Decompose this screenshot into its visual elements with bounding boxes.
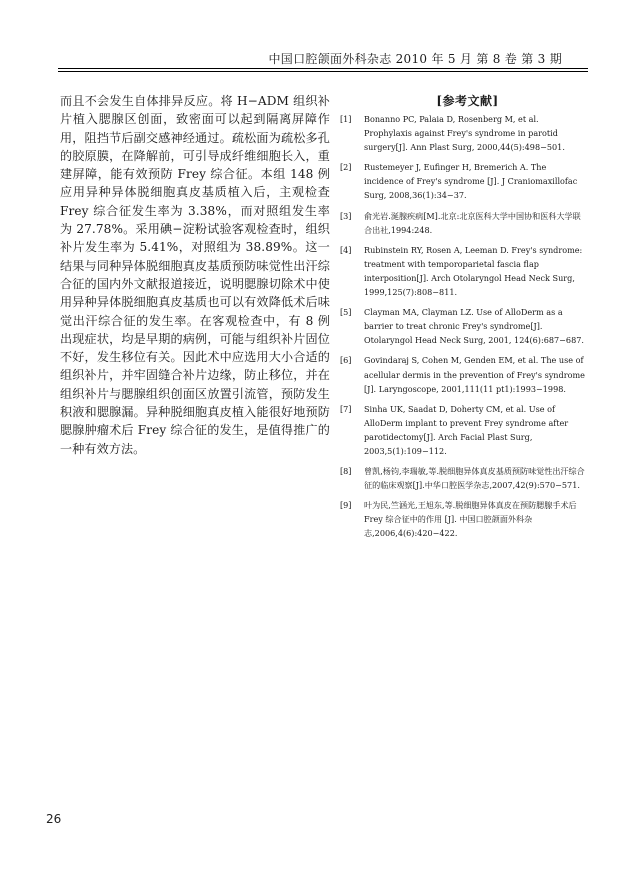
reference-number: [6]	[340, 355, 352, 366]
reference-text: Rustemeyer J, Eufinger H, Bremerich A. The incidence of Frey's syndrome [J]. J Craniomaxillofac Surg, 2008,36(1):34−37.	[364, 162, 578, 201]
reference-list	[340, 112, 585, 541]
reference-text: Bonanno PC, Palaia D, Rosenberg M, et al. Prophylaxis against Frey's syndrome in parotid surgery[J]. Ann Plast Surg, 2000,44(5):498−501.	[364, 114, 565, 153]
reference-text: Govindaraj S, Cohen M, Genden EM, et al. The use of acellular dermis in the prevention of Frey's syndrome [J]. Laryngoscope, 2001,111(11 pt1):1993−1998.	[364, 355, 585, 394]
reference-item	[340, 402, 585, 458]
reference-text: Rubinstein RY, Rosen A, Leeman D. Frey's syndrome: treatment with temporoparietal fascia flap interposition[J]. Arch Otolaryngol Head Neck Surg, 1999,125(7):808−811.	[364, 244, 583, 298]
reference-text: 曾凯,杨钧,李瑞敏,等.脱细胞异体真皮基质预防味觉性出汗综合征的临床观察[J].中华口腔医学杂志,2007,42(9):570−571.	[364, 466, 585, 491]
reference-item	[340, 498, 585, 540]
reference-item	[340, 464, 585, 492]
reference-item	[340, 305, 585, 347]
reference-number: [2]	[340, 162, 352, 173]
reference-text: 俞光岩.涎腺疾病[M].北京:北京医科大学中国协和医科大学联合出社,1994:248.	[364, 210, 581, 235]
body-text: 而且不会发生自体排异反应。将 H−ADM 组织补片植入腮腺区创面，致密面可以起到隔离屏障作用，阻挡节后副交感神经通过。疏松面为疏松多孔的胶原膜，在降解前，可引导成纤维细胞长入，重建屏障，能有效预防 Frey 综合征。本组 148 例应用异种异体脱细胞真皮基质植入后，主观检查 Frey 综合征发生率为 3.38%，而对照组发生率为 27.78%。采用碘−淀粉试验客观检查时，组织补片发生率为 5.41%，对照组为 38.89%。这一结果与同种异体脱细胞真皮基质预防味觉性出汗综合征的国内外文献报道接近，说明腮腺切除术中使用异种异体脱细胞真皮基质也可以有效降低术后味觉出汗综合征的发生率。在客观检查中，有 8 例出现症状，均是早期的病例，可能与组织补片固位不好，发生移位有关。因此术中应选用大小合适的组织补片，并牢固缝合补片边缘，防止移位，并在组织补片与腮腺组织创面区放置引流管，预防发生积液和腮腺漏。异种脱细胞真皮植入能很好地预防腮腺肿瘤术后 Frey 综合征的发生，是值得推广的一种有效方法。	[60, 94, 330, 456]
reference-number: [5]	[340, 307, 352, 318]
references-heading: [参考文献]	[436, 94, 499, 108]
reference-number: [8]	[340, 466, 352, 477]
journal-header: 中国口腔颌面外科杂志 2010 年 5 月 第 8 卷 第 3 期	[268, 52, 562, 66]
reference-item	[340, 353, 585, 395]
reference-text: Clayman MA, Clayman LZ. Use of AlloDerm as a barrier to treat chronic Frey's syndrome[J]. Otolaryngol Head Neck Surg, 2001, 124(6):687−687.	[364, 307, 584, 346]
page-number: 26	[46, 812, 62, 826]
reference-number: [7]	[340, 403, 352, 414]
references-section	[340, 92, 585, 547]
header-rule-thick	[58, 71, 588, 72]
reference-item	[340, 112, 585, 154]
reference-item	[340, 160, 585, 202]
header-rule-thin	[58, 68, 588, 69]
reference-text: Sinha UK, Saadat D, Doherty CM, et al. Use of AlloDerm implant to prevent Frey syndrome after parotidectomy[J]. Arch Facial Plast Surg, 2003,5(1):109−112.	[364, 403, 569, 456]
reference-text: 叶为民,竺涵光,王旭东,等.脱细胞异体真皮在预防腮腺手术后 Frey 综合征中的作用 [J]. 中国口腔颌面外科杂志,2006,4(6):420−422.	[364, 500, 577, 539]
reference-number: [3]	[340, 210, 352, 221]
reference-number: [1]	[340, 114, 352, 124]
reference-number: [4]	[340, 244, 352, 255]
reference-item	[340, 243, 585, 299]
reference-number: [9]	[340, 500, 352, 511]
reference-item	[340, 209, 585, 237]
